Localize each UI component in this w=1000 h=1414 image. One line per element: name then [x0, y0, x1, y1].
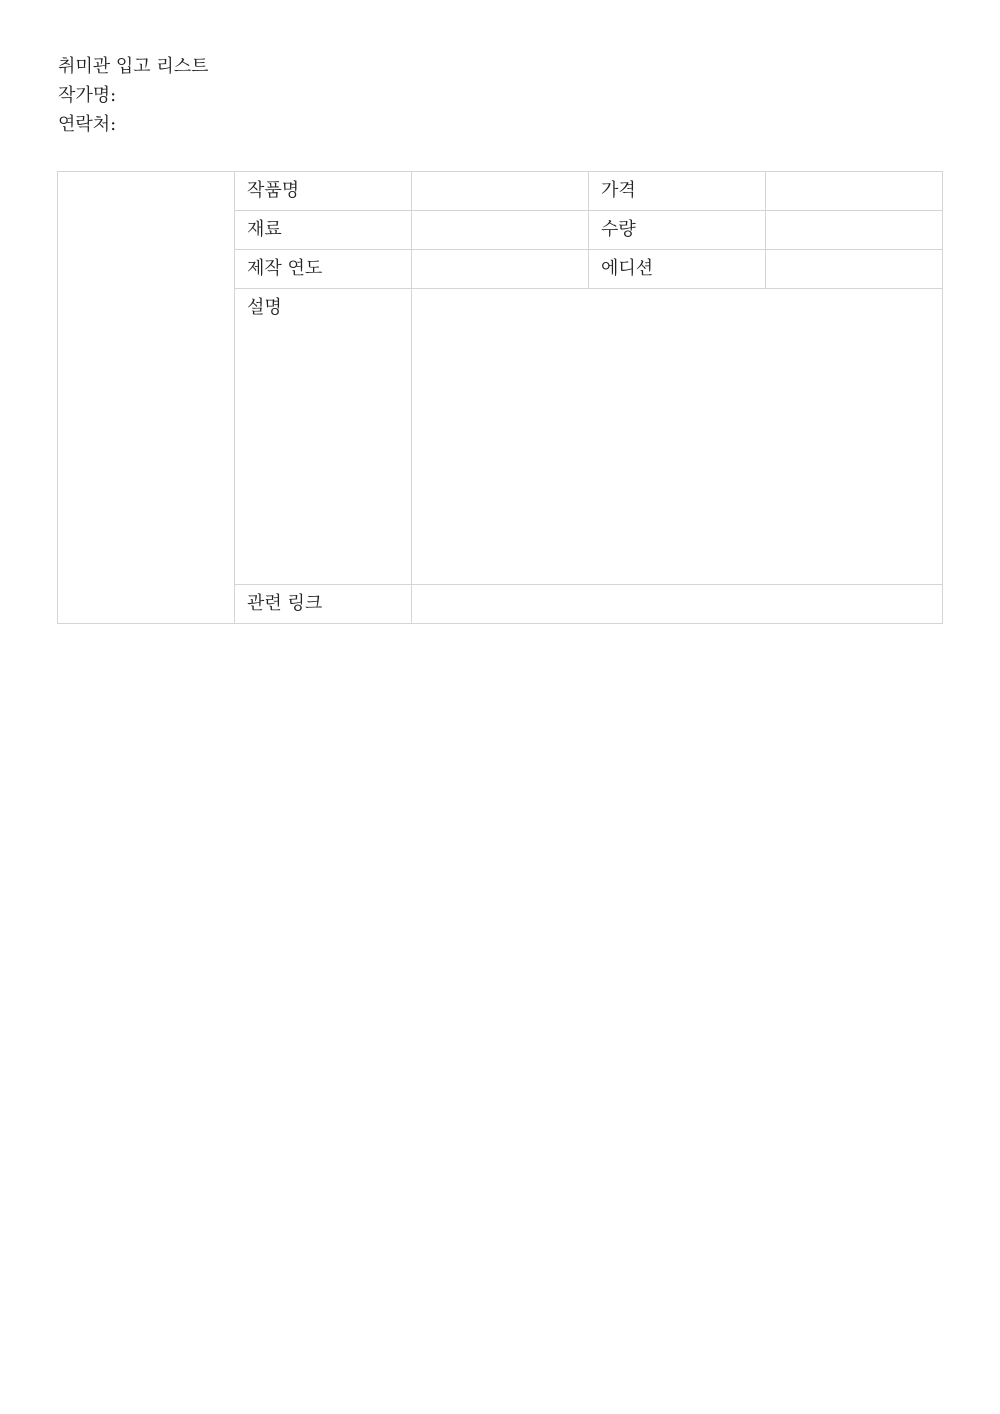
document-header [58, 52, 209, 139]
artist-name-label: 작가명: [58, 85, 117, 106]
edition-label: 에디션 [589, 250, 766, 289]
contact-label: 연락처: [58, 114, 117, 135]
material-field[interactable] [412, 211, 589, 250]
work-title-label: 작품명 [235, 172, 412, 211]
price-label: 가격 [589, 172, 766, 211]
year-field[interactable] [412, 250, 589, 289]
price-field[interactable] [766, 172, 943, 211]
artwork-image-cell[interactable] [58, 172, 235, 624]
work-title-field[interactable] [412, 172, 589, 211]
page-title: 취미관 입고 리스트 [58, 56, 209, 77]
link-field[interactable] [412, 585, 943, 624]
link-label: 관련 링크 [235, 585, 412, 624]
quantity-field[interactable] [766, 211, 943, 250]
consignment-form-table [57, 171, 943, 624]
description-field[interactable] [412, 289, 943, 585]
description-label: 설명 [235, 289, 412, 585]
edition-field[interactable] [766, 250, 943, 289]
year-label: 제작 연도 [235, 250, 412, 289]
material-label: 재료 [235, 211, 412, 250]
quantity-label: 수량 [589, 211, 766, 250]
